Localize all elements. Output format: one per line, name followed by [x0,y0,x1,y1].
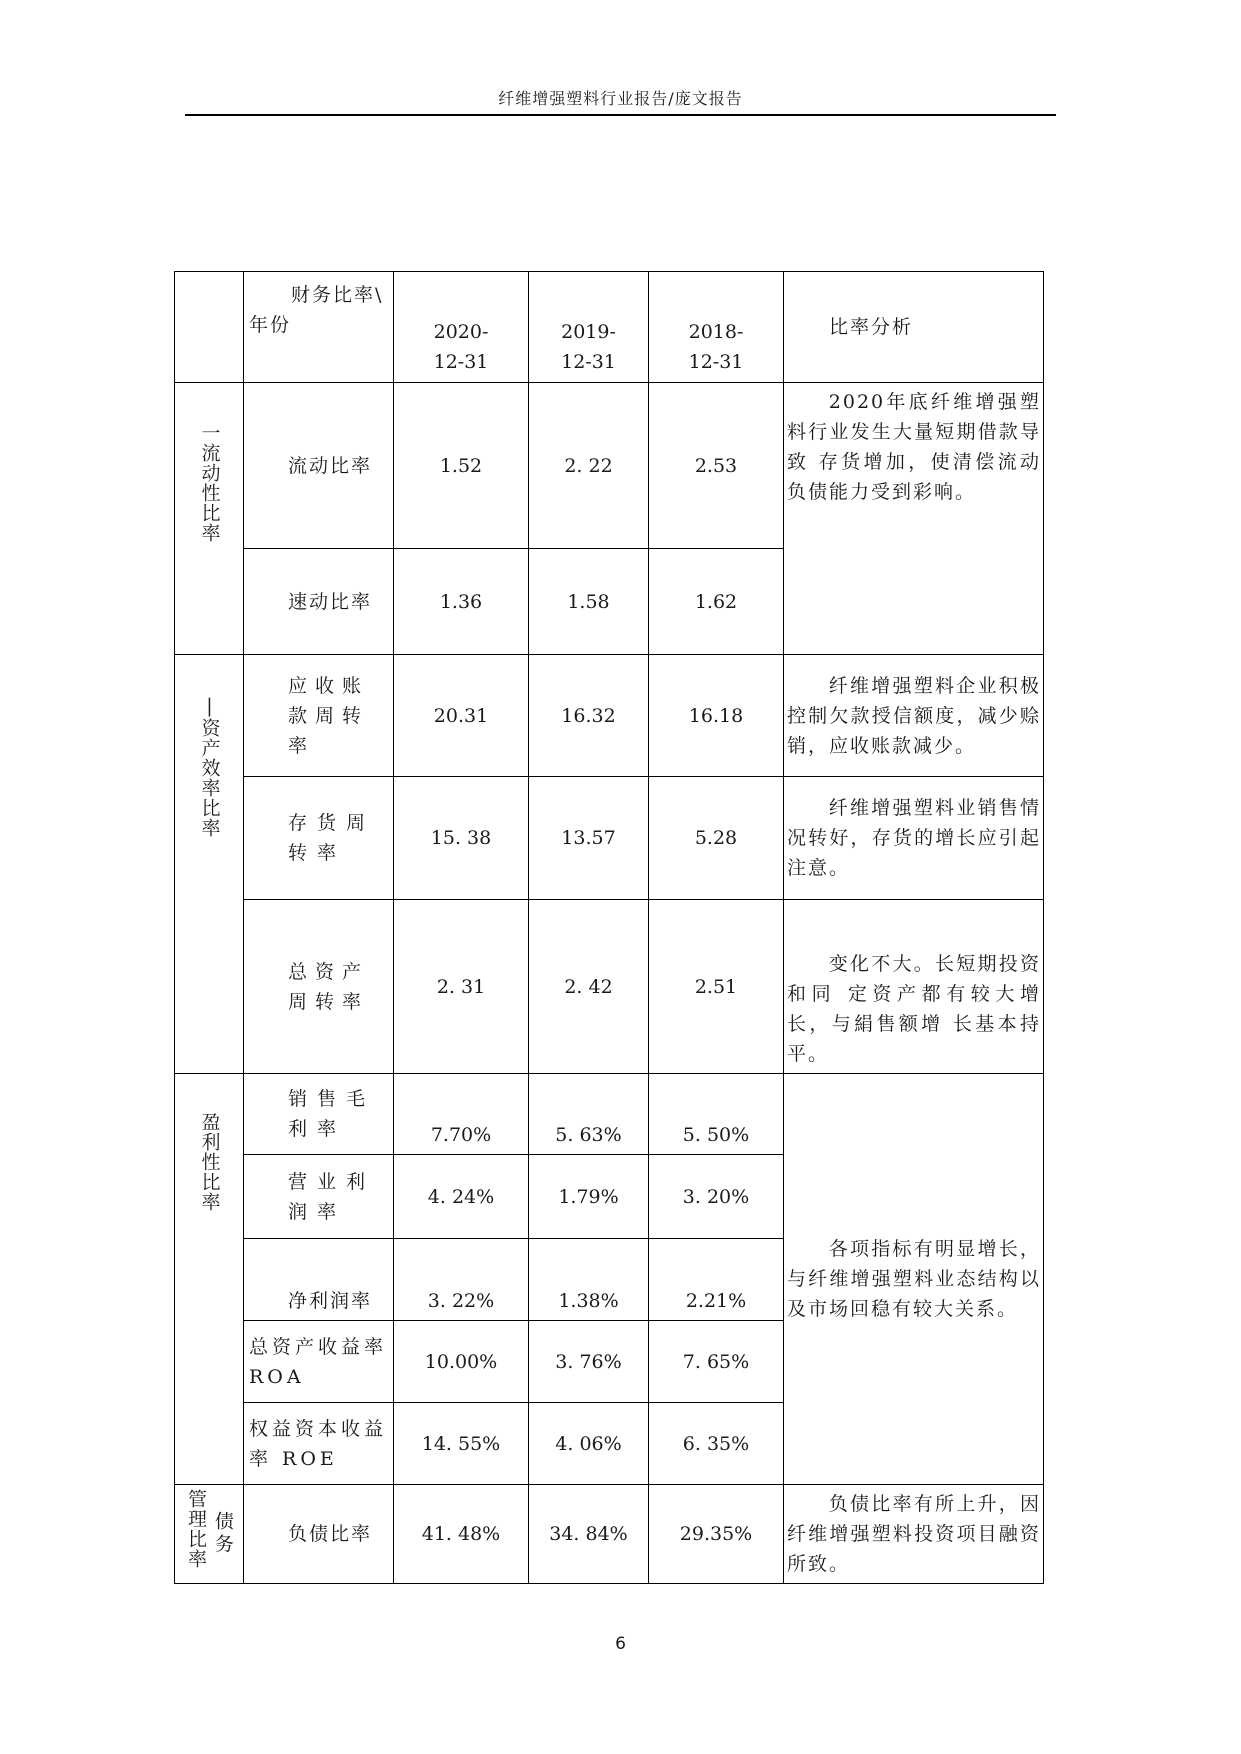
cell-value: 2. 42 [529,900,649,1074]
analysis-receivables: 纤维增强塑料企业积极控制欠款授信额度，减少赊销，应收账款减少。 [784,655,1044,777]
header-year-2019: 2019-12-31 [529,272,649,383]
page-number: 6 [615,1634,626,1654]
cell-value: 1.62 [649,549,784,655]
header-analysis: 比率分析 [784,272,1044,383]
row-name: 负债比率 [244,1485,394,1584]
header-name-cell [244,272,394,383]
cell-value: 15. 38 [394,777,529,900]
cell-value: 2.21% [649,1239,784,1321]
table-header-row [175,272,1044,383]
cell-value: 4. 06% [529,1403,649,1485]
cell-value: 6. 35% [649,1403,784,1485]
cell-value: 7. 65% [649,1321,784,1403]
header-name-line2: 年份 [249,314,292,336]
row-name: 总资产收益率 ROA [244,1321,394,1403]
cell-value: 3. 22% [394,1239,529,1321]
category-management: 管理比率 债务 [175,1485,244,1584]
cell-value: 20.31 [394,655,529,777]
cell-value: 4. 24% [394,1155,529,1239]
analysis-profitability: 各项指标有明显增长，与纤维增强塑料业态结构以及市场回稳有较大关系。 [784,1074,1044,1485]
analysis-total-assets: 变化不大。长短期投资和同 定资产都有较大增长，与絹售额增 长基本持平。 [784,900,1044,1074]
header-year-2018: 2018-12-31 [649,272,784,383]
row-name: 速动比率 [244,549,394,655]
cell-value: 2.51 [649,900,784,1074]
category-profitability: 盈利性比率 [175,1074,244,1485]
cell-value: 14. 55% [394,1403,529,1485]
table-row [175,383,1044,549]
cell-value: 1.38% [529,1239,649,1321]
cell-value: 34. 84% [529,1485,649,1584]
cell-value: 1.36 [394,549,529,655]
cell-value: 1.52 [394,383,529,549]
cell-value: 3. 20% [649,1155,784,1239]
row-name: 权益资本收益率 ROE [244,1403,394,1485]
row-name: 存货周转率 [244,777,394,900]
table-row [175,1074,1044,1155]
cell-value: 16.32 [529,655,649,777]
cell-value: 5. 63% [529,1074,649,1155]
cell-value: 2.53 [649,383,784,549]
row-name: 营业利润率 [244,1155,394,1239]
row-name: 应收账款周转率 [244,655,394,777]
cell-value: 1.79% [529,1155,649,1239]
header-year-2020: 2020-12-31 [394,272,529,383]
cell-value: 2. 31 [394,900,529,1074]
table-row [175,900,1044,1074]
row-name: 销售毛利率 [244,1074,394,1155]
header-rule [185,114,1056,116]
cell-value: 10.00% [394,1321,529,1403]
cell-value: 13.57 [529,777,649,900]
cell-value: 1.58 [529,549,649,655]
category-liquidity: 一流动性比率 [175,383,244,655]
financial-ratio-table [174,271,1044,1584]
cell-value: 3. 76% [529,1321,649,1403]
cell-value: 16.18 [649,655,784,777]
cell-value: 5. 50% [649,1074,784,1155]
cell-value: 7.70% [394,1074,529,1155]
cell-value: 2. 22 [529,383,649,549]
row-name: 净利润率 [244,1239,394,1321]
header-blank-cell [175,272,244,383]
analysis-inventory: 纤维增强塑料业销售情况转好，存货的增长应引起注意。 [784,777,1044,900]
row-name: 流动比率 [244,383,394,549]
row-name: 总资产周转率 [244,900,394,1074]
header-name-line1: 财务比率\ [291,284,384,306]
table-row [175,655,1044,777]
cell-value: 41. 48% [394,1485,529,1584]
analysis-liquidity: 2020年底纤维增强塑料行业发生大量短期借款导致 存货增加，使清偿流动负债能力受到彩响。 [784,383,1044,655]
cell-value: 29.35% [649,1485,784,1584]
analysis-management: 负债比率有所上升，因纤维增强塑料投资项目融资所致。 [784,1485,1044,1584]
category-efficiency: |资产效率比率 [175,655,244,1074]
running-header: 纤维增强塑料行业报告/庞文报告 [498,89,743,108]
table-row [175,1485,1044,1584]
table-row [175,777,1044,900]
cell-value: 5.28 [649,777,784,900]
